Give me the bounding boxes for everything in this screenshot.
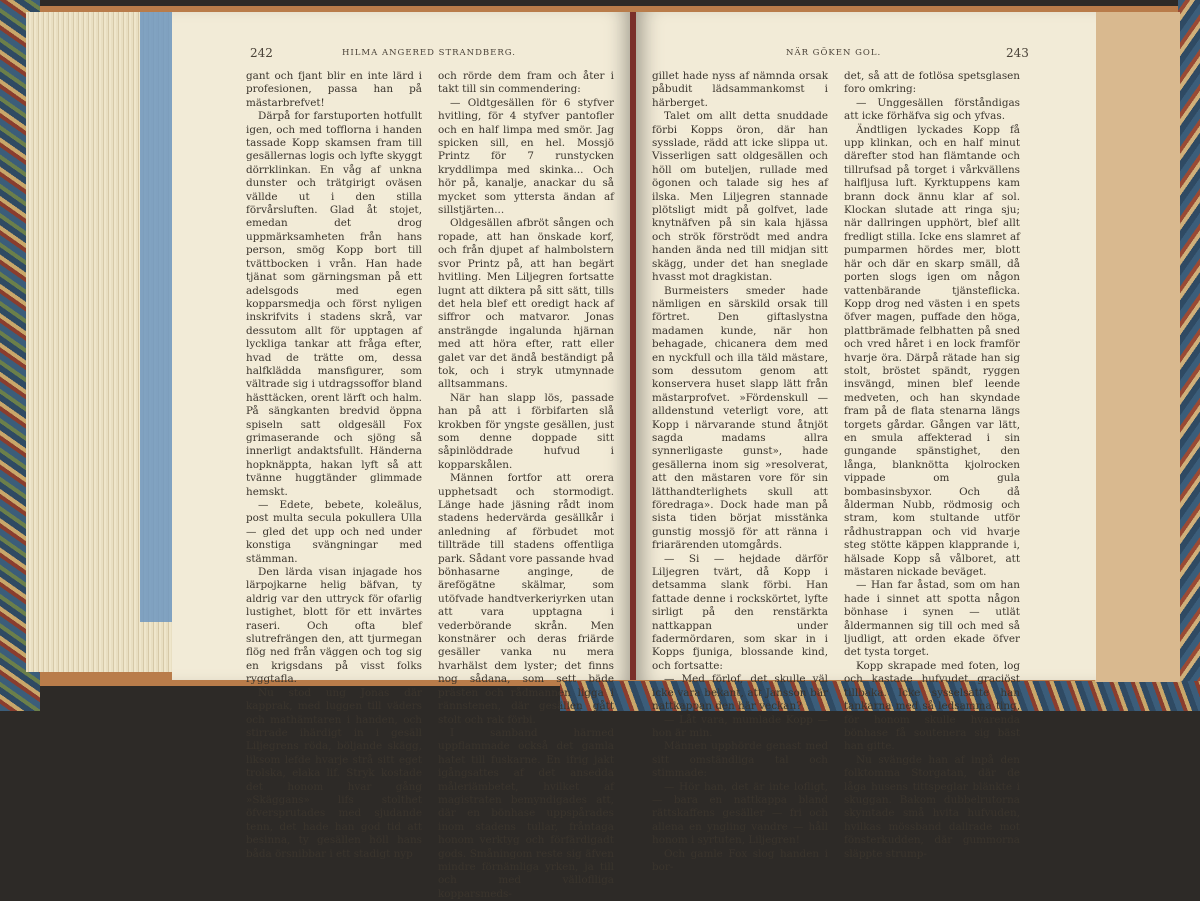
paragraph: Männen fortfor att orera upphetsadt och stormodigt. Länge hade jäsning rådt inom stadens hedervärda gesällkår i anledning af förbudet mot tillträde till stadens offentliga park. Sådant vore passande hvad bönhasarne anginge, de ärefögätne skälmar, som utöfvade handtverkeriyrken utan att vara upptagna i vederbörande skrån. Men konstnärer och deras friärde gesäller vanka nu mera hvarhälst dem lyster; det finns nog sådana, som sett bäde prästen och rådmannen ligga i rännstenen, där gesällen gått stolt och rak förbi.: [438, 472, 614, 726]
right-page: [636, 12, 1096, 873]
paragraph: I samband härmed uppflammade också det gamla hatet till fuskarne. En ifrig jakt igångsattes af det ansedda måleriämbetet, hvilket af magistraten bemyndigades att, där en bönhase uppspårades inom stadens tullar, fråntaga honom verktyg och förfärdigadt gods. Småningom reste sig äfven mindre förnämliga yrken, ja till och med välloflliga kopparsmeds-: [438, 726, 614, 900]
paragraph: Männen upphörde genast med sitt omständliga tal och stimmade:: [652, 740, 828, 780]
paragraph: Nu svängde han af inpå den folktomma Storgatan, där de låga husens tittspeglar blänkte i skuggan. Bakom dubbelrutorna skymtade små hvita hufvuden, hvilkas mössband dallrade mot fönsterkudden, där gummorna släppte strump-: [844, 753, 1020, 860]
text-column: [438, 70, 614, 901]
paragraph: När han slapp lös, passade han på att i förbifarten slå krokben för yngste gesällen, just som denne doppade sitt såpinlöddrade hufvud i kopparskålen.: [438, 391, 614, 471]
text-column: [246, 70, 422, 861]
text-column: [652, 70, 828, 874]
paragraph: Burmeisters smeder hade nämligen en särskild orsak till förtret. Den giftaslystna madamen kunde, när hon behagade, chicanera dem med en nyckfull och illa täld mästare, som dessutom genom att konservera huset slapp lätt från mästarprofvet. »Fördenskull — alldenstund veterligt vore, att Kopp i närvarande stund åtnjöt sagda madams allra synnerligaste gunst», hade gesällerna inom sig »resolverat, att den mästaren vore för sin lätthandterlighets skull att föredraga». Dock hade man på sista tiden börjat misstänka gunstig mossjö för att ränna i friarärenden utomgårds.: [652, 284, 828, 552]
page-number: 242: [250, 46, 273, 60]
paragraph: — Med förlof, det skulle väl icke vara bekant, att Jansson bär nattkappan den här veckan?: [652, 673, 828, 713]
paragraph: Talet om allt detta snuddade förbi Kopps öron, där han sysslade, rädd att icke slippa ut. Visserligen satt oldgesällen och höll om buteljen, rullade med ögonen och talade sig hes af ilska. Men Liljegren stannade plötsligt midt på golfvet, lade knytnäfven på sin kala hjässa och strök förströdt med andra handen ända ned till midjan sitt skägg, under det han sneglade hvasst mot dragkistan.: [652, 110, 828, 284]
paragraph: — Unggesällen förståndigas att icke förhäfva sig och yfvas.: [844, 96, 1020, 123]
paragraph: — Låt vara, mumlade Kopp — hon är min.: [652, 713, 828, 739]
page-edges-right: [1095, 12, 1180, 682]
paragraph: Oldgesällen afbröt sången och ropade, att han önskade korf, och från djupet af halmbolstern svor Printz på, att han begärt hvitling. Men Liljegren fortsatte lugnt att diktera på sitt sätt, tills det hela blef ett oredigt hack af siffror och matvaror. Jonas ansträngde ingalunda hjärnan med att höra efter, ratt eller galet var det ändå beständigt på tok, och i stryk utmynnade alltsammans.: [438, 217, 614, 391]
paragraph: Och gamle Fox slog handen i bor-: [652, 847, 828, 873]
paragraph: — Edete, bebete, koleälus, post multa secula pokullera Ulla — gled det upp och ned under konstiga svängningar med stämman.: [246, 499, 422, 565]
paragraph: gant och fjant blir en inte lärd i profesionen, passa han på mästarbrefvet!: [246, 70, 422, 109]
running-head: HILMA ANGERED STRANDBERG.: [342, 48, 516, 58]
running-head: NÄR GÖKEN GOL.: [786, 48, 882, 58]
paragraph: det, så att de fotlösa spetsglasen foro omkring:: [844, 70, 1020, 96]
paragraph: — Oldtgesällen för 6 styfver hvitling, för 4 styfver pantofler och en half limpa med smör. Jag spicken sill, en hel. Mossjö Printz för 7 runstycken kryddlimpa med skinka... Och hör på, kanalje, anackar du så mycket som yttersta ändan af sillstjärten...: [438, 96, 614, 217]
paragraph: — Han far åstad, som om han hade i sinnet att spotta någon bönhase i synen — utlät åldermannen sig till och med så ljudligt, att orden ekade öfver det tysta torget.: [844, 579, 1020, 659]
paragraph: Därpå for farstuporten hotfullt igen, och med tofflorna i handen tassade Kopp skamsen fram till gesällernas logis och lyfte skyggt dörrklinkan. En våg af unkna dunster och trätgirigt oväsen vällde ut i den stilla förvårsluften. Glad åt stojet, emedan det drog uppmärksamheten från hans person, smög Kopp bort till tvättbocken i vrån. Han hade tjänat som gärningsman på ett adelsgods med egen kopparsmedja och först nyligen inskrifvits i stadens skrå, var dessutom allt för upptagen af lyckliga tankar att fråga efter, hvad de trätte om, dessa halfklädda mansfigurer, som vältrade sig i utdragssoffor bland hästtäcken, orent lärft och halm. På sängkanten bredvid öppna spiseln satt oldgesäll Fox grimaserande och sjöng så innerligt andaktsfullt. Händerna hopknäppta, hakan lyft så att tvänne huggtänder glimmade hemskt.: [246, 110, 422, 498]
paragraph: Nu stod ung Jonas där kapprak, med luggen till väders och mathämtaren i handen, och stirrade ihärdigt in i gesäll Liljegrens röda, böljande skägg, liksom lefde hvarje strå sitt eget trolska, elaka lif. Stryk kostade det honom hvar gång »Skäggans» lifs stolthet öfversprutades med sjudande tenn, det hade han god tid att besinna, ty gesällen höll hans båda örsnibbar i ett stadigt nyp: [246, 686, 422, 860]
paragraph: Ändtligen lyckades Kopp få upp klinkan, och en half minut därefter stod han flämtande och tillrufsad på torget i vårkvällens halfljusa luft. Kyrktuppens kam brann dock ännu klar af sol. Klockan slutade att ringa sju; när dallringen upphört, blef allt fredligt stilla. Icke ens slamret af pumparmen hördes mer, blott här och där en skarp smäll, då porten slogs igen om någon vattenbärande tjänsteflicka. Kopp drog ned västen i en spets öfver magen, puffade den höga, plattbrämade felbhatten på sned och vred håret i en lock framför hvarje öra. Därpå rätade han sig stolt, bröstet spändt, ryggen insvängd, minen blef leende medveten, och han skyndade fram på de flata stenarna längs torgets gårdar. Gången var lätt, en smula affekterad i sin gungande spänstighet, den långa, blanknötta kjolrocken vippade om gula bombasinsbyxor. Och då ålderman Nubb, rödmosig och stram, kom stultande utför rådhustrappan och vid hvarje steg stötte käppen klapprande i, hälsade Kopp så vålboret, att mästaren nickade beväget.: [844, 123, 1020, 579]
paragraph: — Si — hejdade därför Liljegren tvärt, då Kopp i detsamma slank förbi. Han fattade denne i rockskörtet, lyfte sirligt på den renstärkta nattkappan under fadermördaren, som skar in i Kopps fjuniga, blossande kind, och fortsatte:: [652, 552, 828, 672]
marbled-endpaper-right: [1178, 0, 1200, 711]
paragraph: Kopp skrapade med foten, log och kastade hufvudet graciöst tillbaka. Icke sysselsatte han tankarna med så ledsamma ting, för honom skulle hvarenda bönhase få soutenera sig bäst han gitte.: [844, 659, 1020, 753]
paragraph: Den lärda visan injagade hos lärpojkarne helig bäfvan, ty aldrig var den uttryck för ofarlig lustighet, blott för ett invärtes raseri. Och ofta blef slutrefrängen den, att tjurmegan flög ned från väggen och tog sig en krigsdans på visst folks ryggtafla.: [246, 566, 422, 686]
text-column: [844, 70, 1020, 861]
blue-insert: [140, 12, 172, 622]
paragraph: och rörde dem fram och åter i takt till sin commendering:: [438, 70, 614, 96]
paragraph: gillet hade nyss af nämnda orsak påbudit lädsammankomst i härberget.: [652, 70, 828, 109]
paragraph: — Hör han, det är inte lofligt, — bara en nattkappa bland rättskaffens gesäller — fri och allena en yngling vandre — håll honom i syrtuten, Liljegren!: [652, 780, 828, 847]
page-number: 243: [1006, 46, 1029, 60]
left-page: [172, 12, 632, 900]
